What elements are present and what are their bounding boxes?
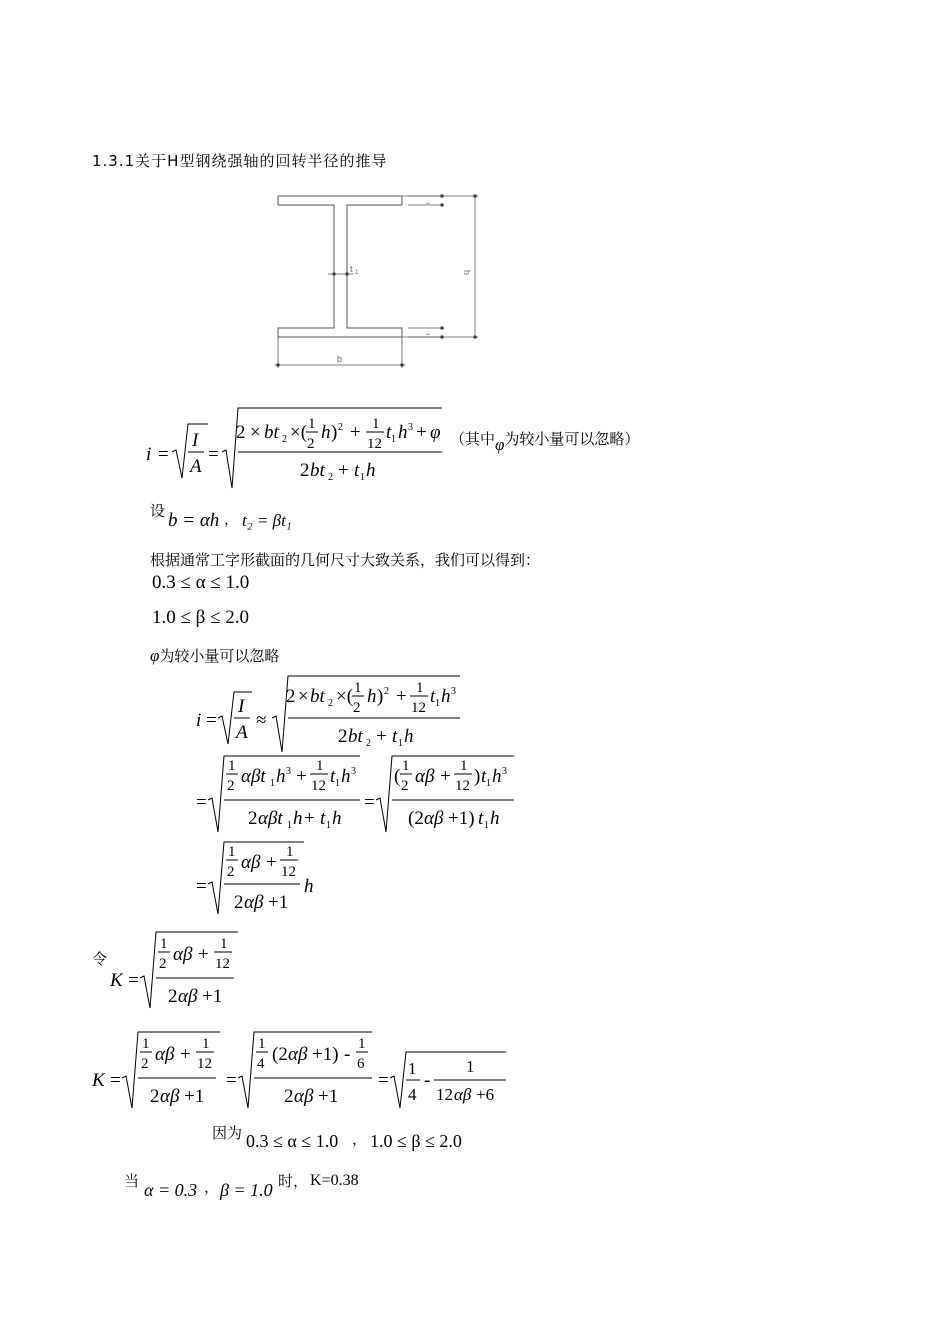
svg-text:bt: bt <box>264 422 279 443</box>
svg-text:h: h <box>366 460 376 481</box>
svg-text:+: + <box>440 766 451 787</box>
equation-K-expansion <box>88 1026 518 1116</box>
svg-text:12: 12 <box>281 864 296 880</box>
set-prefix: 设 <box>150 502 166 520</box>
t2-bottom-label: t <box>426 333 432 335</box>
svg-text:1: 1 <box>460 758 468 774</box>
svg-text:1: 1 <box>202 1036 210 1052</box>
svg-text:1: 1 <box>372 416 380 432</box>
svg-text:αβ: αβ <box>415 766 435 787</box>
svg-text:t: t <box>478 808 484 829</box>
h-label: h <box>462 270 472 276</box>
svg-text:≈: ≈ <box>256 710 267 731</box>
svg-text:h: h <box>404 726 414 747</box>
svg-text:2: 2 <box>236 422 246 443</box>
svg-text:t: t <box>320 808 326 829</box>
svg-text:1: 1 <box>398 738 403 749</box>
svg-text:bt: bt <box>310 686 325 707</box>
svg-text:4: 4 <box>257 1056 265 1072</box>
svg-text:I: I <box>238 696 245 717</box>
svg-text:h: h <box>490 808 500 829</box>
because-comma: ， <box>352 1130 368 1148</box>
t1-label: t <box>350 264 353 274</box>
svg-text:4: 4 <box>408 1085 417 1104</box>
svg-text:(2: (2 <box>408 808 424 829</box>
svg-text:2: 2 <box>227 778 235 794</box>
svg-text:12: 12 <box>215 956 230 972</box>
svg-text:h: h <box>304 876 314 897</box>
svg-text:+: + <box>266 852 277 873</box>
svg-text:=: = <box>364 792 375 813</box>
svg-text:2: 2 <box>338 726 348 747</box>
svg-text:+1: +1 <box>318 1086 339 1107</box>
svg-text:bt: bt <box>310 460 325 481</box>
svg-text:12: 12 <box>367 436 382 452</box>
svg-text:1: 1 <box>358 1036 366 1052</box>
svg-text:A: A <box>190 456 202 477</box>
svg-text:K: K <box>110 970 123 991</box>
svg-text:1: 1 <box>354 680 362 696</box>
equation-radius-of-gyration <box>140 400 450 490</box>
svg-text:): ) <box>474 766 481 787</box>
svg-text:φ: φ <box>430 422 441 443</box>
svg-text:+: + <box>396 686 407 707</box>
k-result: K=0.38 <box>310 1172 359 1189</box>
svg-text:1: 1 <box>308 416 316 432</box>
svg-text:12: 12 <box>197 1056 212 1072</box>
when-comma: ， <box>204 1178 220 1196</box>
set-expr-t2: t₂ = βt₁ <box>242 511 292 530</box>
let-prefix: 令 <box>92 950 108 968</box>
svg-text:I: I <box>192 430 199 451</box>
svg-text:=: = <box>378 1070 389 1091</box>
svg-text:2: 2 <box>384 686 389 697</box>
svg-text:αβ: αβ <box>155 1044 175 1065</box>
svg-text:1: 1 <box>355 270 359 276</box>
svg-text:1: 1 <box>316 758 324 774</box>
svg-text:1: 1 <box>228 758 236 774</box>
svg-text:αβt: αβt <box>241 766 266 787</box>
svg-text:1: 1 <box>402 758 410 774</box>
svg-text:2: 2 <box>227 864 235 880</box>
svg-text:1: 1 <box>287 820 292 831</box>
svg-text:2: 2 <box>328 698 333 709</box>
svg-text:×: × <box>298 686 309 707</box>
svg-text:h: h <box>398 422 408 443</box>
svg-text:1: 1 <box>486 778 491 789</box>
svg-text:+1: +1 <box>184 1086 205 1107</box>
svg-text:+: + <box>416 422 427 443</box>
svg-text:2: 2 <box>300 460 310 481</box>
svg-text:1: 1 <box>416 680 424 696</box>
svg-text:2: 2 <box>159 956 167 972</box>
svg-text:): ) <box>331 422 338 443</box>
svg-text:1: 1 <box>360 472 365 483</box>
svg-text:t: t <box>430 686 436 707</box>
svg-text:1: 1 <box>286 844 294 860</box>
svg-text:t: t <box>481 766 487 787</box>
svg-text:+6: +6 <box>476 1085 495 1104</box>
svg-text:12: 12 <box>411 700 426 716</box>
svg-text:+1: +1 <box>202 986 223 1007</box>
svg-text:1: 1 <box>408 1059 417 1078</box>
svg-text:i: i <box>146 444 152 465</box>
svg-text:-: - <box>344 1044 351 1065</box>
svg-text:=: = <box>206 710 217 731</box>
when-alpha: α = 0.3 <box>144 1180 198 1200</box>
svg-text:=: = <box>196 876 207 897</box>
svg-text:=: = <box>226 1070 237 1091</box>
svg-text:h: h <box>492 766 502 787</box>
svg-text:1: 1 <box>391 434 396 445</box>
svg-text:bt: bt <box>348 726 363 747</box>
svg-text:2: 2 <box>366 738 371 749</box>
phi-negligible-line: φ为较小量可以忽略 <box>150 646 280 665</box>
svg-text:αβ: αβ <box>244 892 264 913</box>
svg-text:12: 12 <box>436 1085 453 1104</box>
svg-text:1: 1 <box>326 820 331 831</box>
because-beta-range: 1.0 ≤ β ≤ 2.0 <box>370 1131 462 1151</box>
svg-text:2: 2 <box>248 808 258 829</box>
t2-top-label: t <box>426 202 432 204</box>
top-flange-outline <box>278 196 402 337</box>
when-beta: β = 1.0 <box>220 1180 273 1200</box>
svg-text:12: 12 <box>311 778 326 794</box>
svg-text:3: 3 <box>502 766 507 777</box>
svg-text:2: 2 <box>401 778 409 794</box>
svg-text:αβ: αβ <box>160 1086 180 1107</box>
svg-text:2: 2 <box>234 892 244 913</box>
svg-text:αβ: αβ <box>288 1044 308 1065</box>
range-alpha: 0.3 ≤ α ≤ 1.0 <box>152 572 250 593</box>
svg-text:2: 2 <box>353 700 361 716</box>
relation-text: 根据通常工字形截面的几何尺寸大致关系，我们可以得到： <box>150 551 541 569</box>
svg-text:): ) <box>377 686 384 707</box>
svg-text:=: = <box>208 444 219 465</box>
when-suffix: 时， <box>278 1172 309 1190</box>
svg-text:+: + <box>338 460 349 481</box>
svg-text:h: h <box>332 808 342 829</box>
range-beta: 1.0 ≤ β ≤ 2.0 <box>152 607 250 628</box>
because-alpha-range: 0.3 ≤ α ≤ 1.0 <box>246 1131 339 1151</box>
svg-text:2: 2 <box>286 686 296 707</box>
svg-text:+1: +1 <box>268 892 289 913</box>
svg-text:2: 2 <box>141 1056 149 1072</box>
svg-text:h: h <box>293 808 303 829</box>
svg-text:K: K <box>92 1070 105 1091</box>
svg-text:+: + <box>180 1044 191 1065</box>
svg-text:t: t <box>330 766 336 787</box>
svg-text:t: t <box>386 422 392 443</box>
svg-text:3: 3 <box>351 766 356 777</box>
svg-text:=: = <box>196 792 207 813</box>
svg-text:+: + <box>198 944 209 965</box>
svg-text:αβ: αβ <box>173 944 193 965</box>
svg-text:×: × <box>250 422 261 443</box>
svg-text:3: 3 <box>408 422 413 433</box>
svg-text:αβ: αβ <box>454 1085 472 1104</box>
svg-text:3: 3 <box>286 766 291 777</box>
svg-text:αβ: αβ <box>294 1086 314 1107</box>
svg-text:1: 1 <box>435 698 440 709</box>
svg-text:2: 2 <box>284 1086 294 1107</box>
svg-text:1: 1 <box>466 1057 475 1076</box>
svg-text:1: 1 <box>484 820 489 831</box>
svg-text:2: 2 <box>338 422 343 433</box>
svg-text:(2: (2 <box>272 1044 288 1065</box>
svg-text:+: + <box>296 766 307 787</box>
because-prefix: 因为 <box>212 1124 243 1142</box>
svg-text:t: t <box>392 726 398 747</box>
svg-text:αβt: αβt <box>258 808 283 829</box>
svg-text:×(: ×( <box>290 422 308 443</box>
equation-derivation-block <box>188 672 528 922</box>
svg-text:h: h <box>321 422 331 443</box>
svg-text:2: 2 <box>282 434 287 445</box>
svg-text:1: 1 <box>270 778 275 789</box>
svg-text:1: 1 <box>228 844 236 860</box>
set-expr-b: b = αh <box>168 510 220 531</box>
svg-text:3: 3 <box>451 686 456 697</box>
when-prefix: 当 <box>124 1172 140 1190</box>
svg-text:1: 1 <box>258 1036 266 1052</box>
svg-text:h: h <box>276 766 286 787</box>
b-label: b <box>337 354 343 364</box>
svg-text:=: = <box>128 970 139 991</box>
svg-text:h: h <box>367 686 377 707</box>
svg-text:6: 6 <box>357 1056 365 1072</box>
svg-text:=: = <box>110 1070 121 1091</box>
svg-text:αβ: αβ <box>241 852 261 873</box>
svg-text:1: 1 <box>335 778 340 789</box>
svg-text:+1): +1) <box>312 1044 339 1065</box>
svg-text:12: 12 <box>455 778 470 794</box>
svg-text:αβ: αβ <box>178 986 198 1007</box>
svg-text:2: 2 <box>168 986 178 1007</box>
equation-define-K <box>106 926 256 1012</box>
eq1-note: （其中φ为较小量可以忽略） <box>450 430 640 454</box>
svg-text:i: i <box>196 710 202 731</box>
section-heading: 1.3.1关于H型钢绕强轴的回转半径的推导 <box>92 152 388 170</box>
svg-text:1: 1 <box>160 936 168 952</box>
svg-text:h: h <box>341 766 351 787</box>
svg-text:+1): +1) <box>448 808 475 829</box>
svg-text:+: + <box>376 726 387 747</box>
h-section-figure <box>268 188 488 370</box>
svg-text:2: 2 <box>328 472 333 483</box>
set-comma: ， <box>224 510 240 528</box>
svg-text:×(: ×( <box>336 686 354 707</box>
svg-text:t: t <box>354 460 360 481</box>
svg-text:2: 2 <box>150 1086 160 1107</box>
svg-text:2: 2 <box>307 436 315 452</box>
svg-text:-: - <box>424 1070 431 1091</box>
svg-text:1: 1 <box>220 936 228 952</box>
svg-text:αβ: αβ <box>424 808 444 829</box>
svg-text:A: A <box>236 722 248 743</box>
svg-text:+: + <box>350 422 361 443</box>
svg-text:(: ( <box>394 766 401 787</box>
svg-text:1: 1 <box>142 1036 150 1052</box>
svg-text:+: + <box>304 808 315 829</box>
svg-text:h: h <box>441 686 451 707</box>
svg-text:=: = <box>158 444 169 465</box>
